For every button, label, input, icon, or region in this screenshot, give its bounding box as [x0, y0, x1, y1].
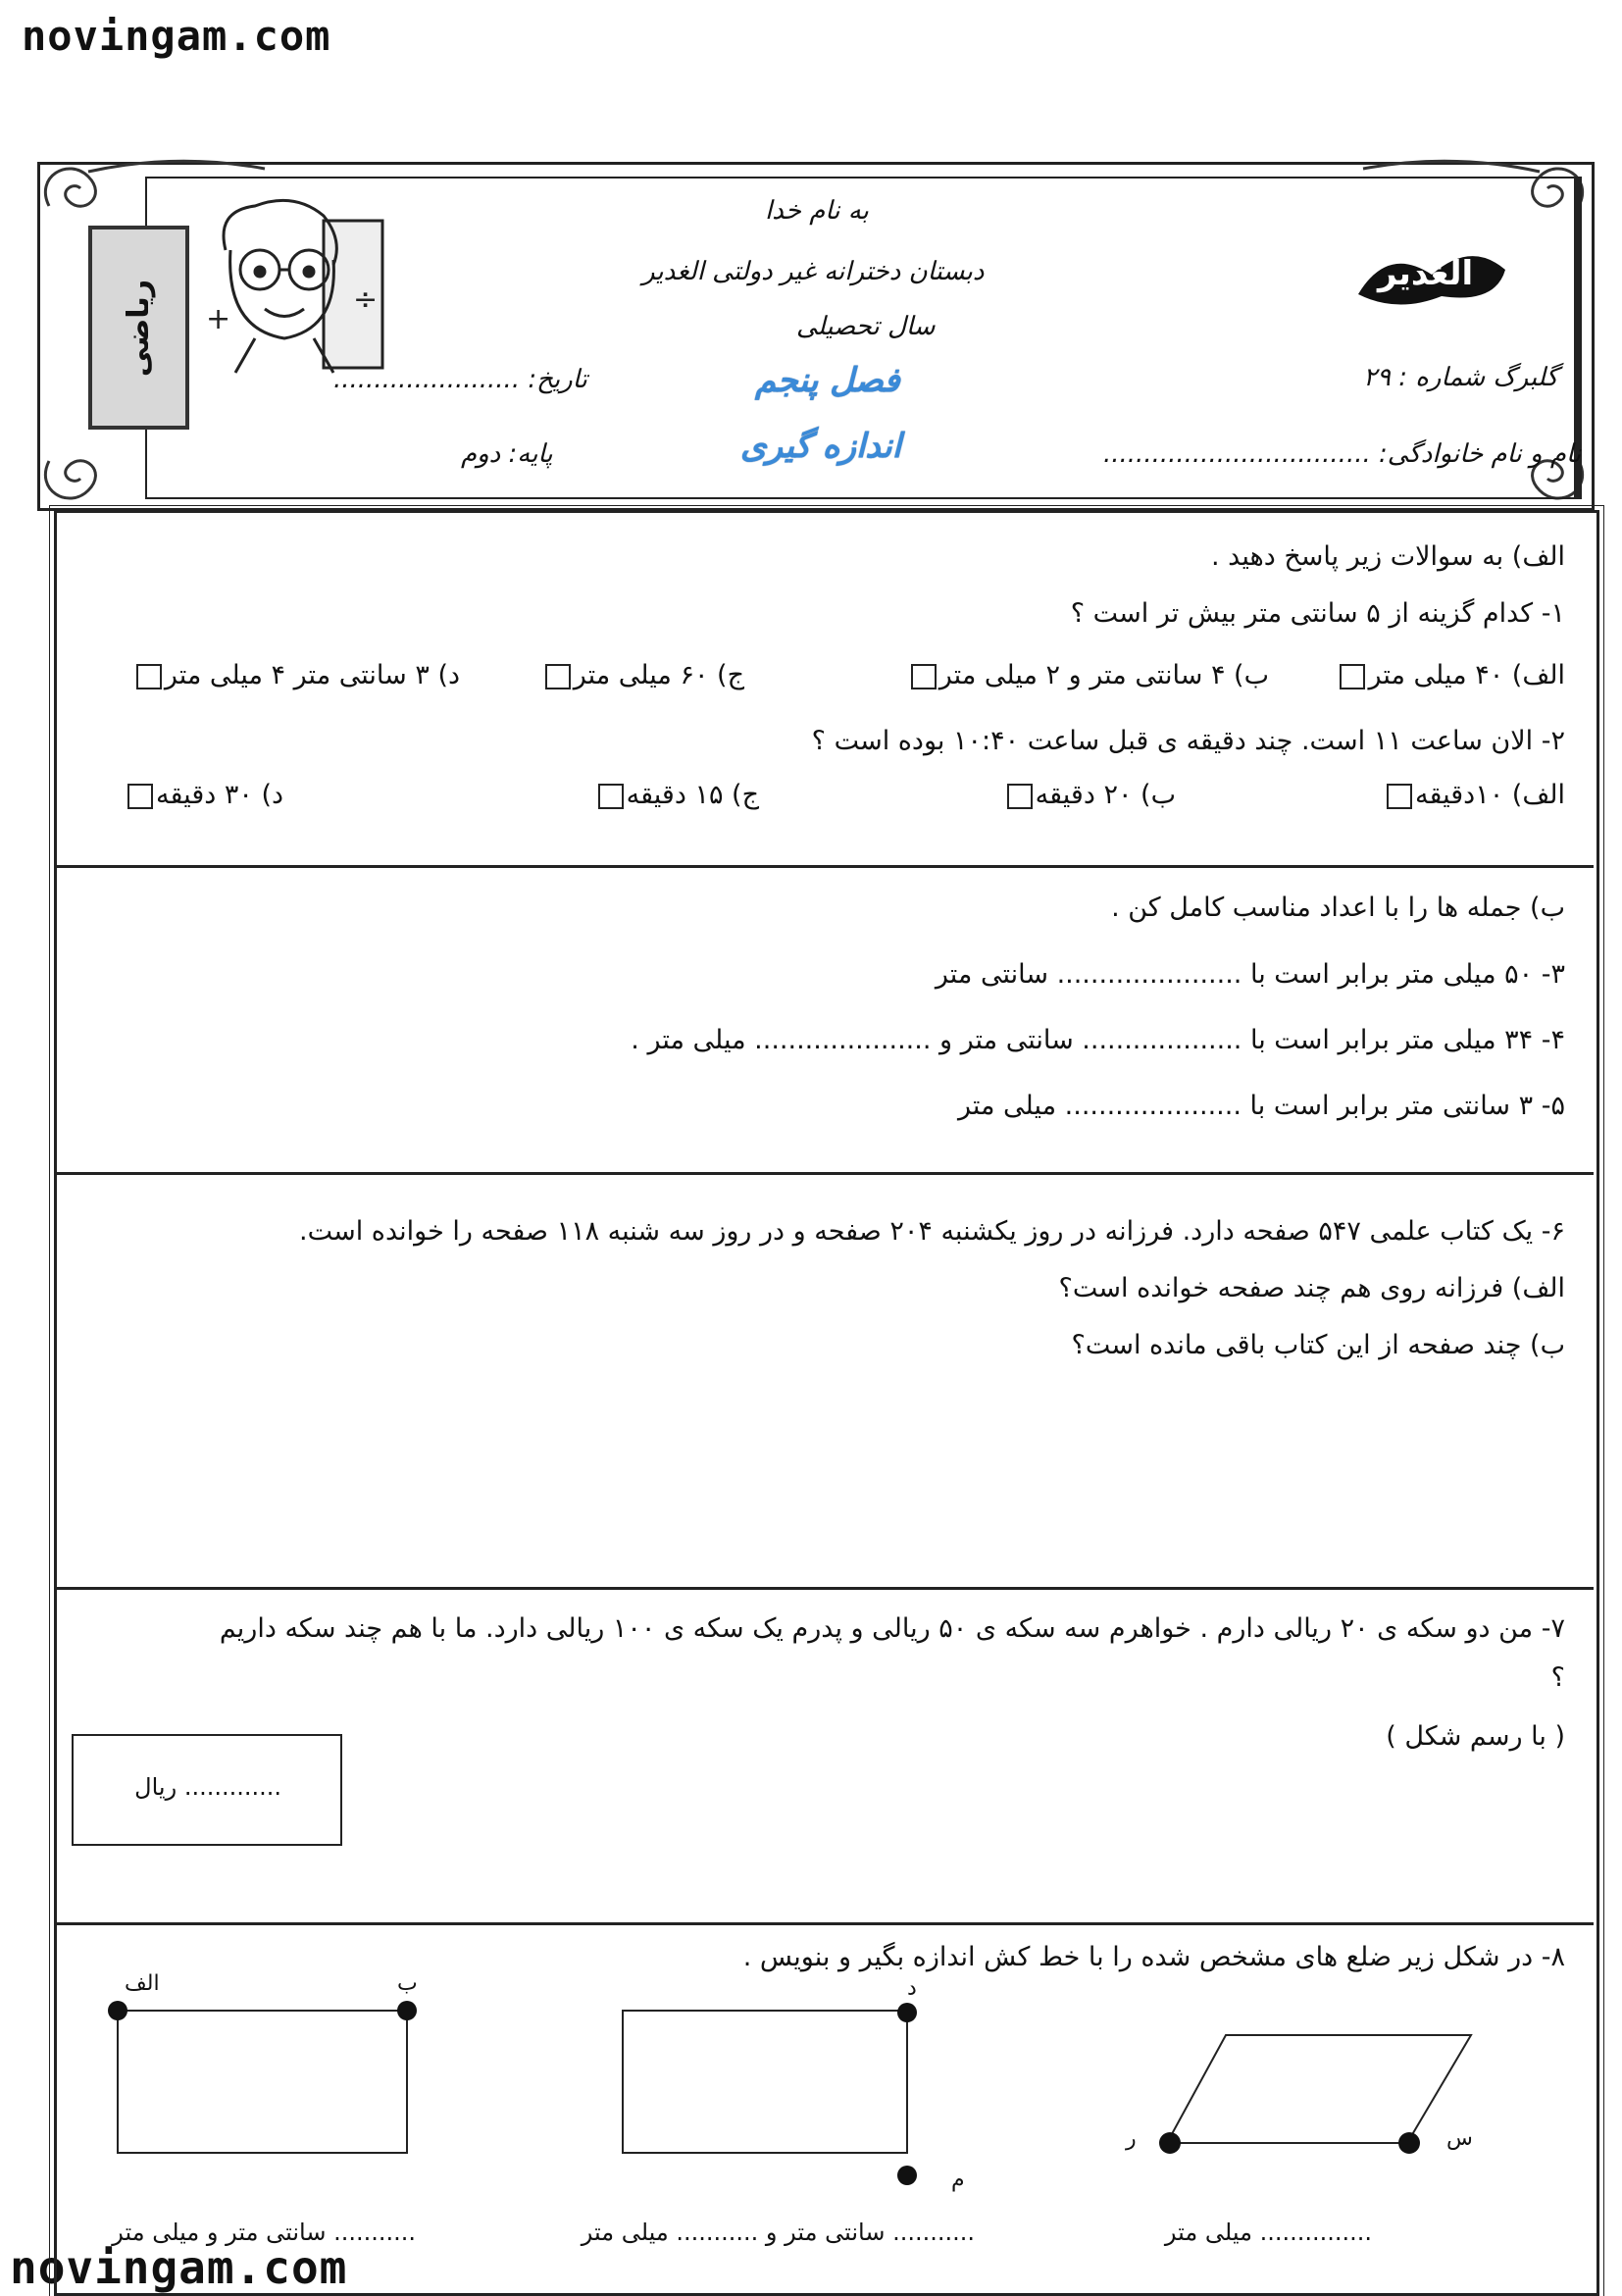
- shape3-label-left: ر: [1126, 2126, 1137, 2151]
- q6-text: ۶- یک کتاب علمی ۵۴۷ صفحه دارد. فرزانه در روز یکشنبه ۲۰۴ صفحه و در روز سه شنبه ۱۱۸ صفحه را خوانده است.: [299, 1216, 1565, 1247]
- academic-year: سال تحصیلی: [796, 312, 936, 341]
- q1-option-b-label: ب) ۴ سانتی متر و ۲ میلی متر: [938, 660, 1269, 690]
- shape2-label-top: د: [907, 1976, 917, 2001]
- shape1-rectangle: [98, 1971, 431, 2177]
- shape2-point-bottom: [897, 2166, 917, 2185]
- subject-label: ریاضی: [122, 279, 157, 377]
- q1-option-a[interactable]: [1337, 660, 1565, 690]
- q2-option-b-label: ب) ۲۰ دقیقه: [1035, 780, 1176, 810]
- q2-option-c-checkbox[interactable]: [598, 784, 624, 809]
- shape1-point-right: [397, 2001, 417, 2020]
- student-name-field: نام و نام خانوادگی: .................................: [1103, 439, 1582, 469]
- q1-option-b-checkbox[interactable]: [911, 664, 937, 689]
- q7-hint: ( با رسم شکل ): [1386, 1721, 1565, 1752]
- shape3-answer[interactable]: ............... میلی متر: [1164, 2219, 1372, 2246]
- shape2-rectangle: [608, 1991, 922, 2197]
- q1-option-d-checkbox[interactable]: [136, 664, 162, 689]
- q2-option-a[interactable]: [1384, 780, 1565, 810]
- shape3-point-left: [1159, 2132, 1181, 2154]
- q1-option-d-label: د) ۳ سانتی متر ۴ میلی متر: [164, 660, 460, 690]
- q1-option-c-label: ج) ۶۰ میلی متر: [573, 660, 744, 690]
- q2-option-c[interactable]: [595, 780, 759, 810]
- subject-label-box: [88, 226, 189, 430]
- q6-part-a: الف) فرزانه روی هم چند صفحه خوانده است؟: [1058, 1273, 1565, 1303]
- shape2-label-bottom: م: [951, 2168, 965, 2192]
- shape1-label-right: ب: [397, 1971, 418, 1996]
- shape3-parallelogram: [1147, 2020, 1491, 2158]
- school-name: دبستان دخترانه غیر دولتی الغدیر: [642, 257, 985, 286]
- q2-option-b-checkbox[interactable]: [1007, 784, 1033, 809]
- q7-text: ۷- من دو سکه ی ۲۰ ریالی دارم . خواهرم سه سکه ی ۵۰ ریالی و پدرم یک سکه ی ۱۰۰ ریالی دارد. ما با هم چند سکه داریم: [219, 1613, 1565, 1644]
- school-logo: [1348, 226, 1515, 314]
- q1-text: ۱- کدام گزینه از ۵ سانتی متر بیش تر است ؟: [1070, 598, 1565, 629]
- q1-option-a-checkbox[interactable]: [1340, 664, 1365, 689]
- q8-text: ۸- در شکل زیر ضلع های مشخص شده را با خط کش اندازه بگیر و بنویس .: [742, 1942, 1565, 1972]
- q2-option-c-label: ج) ۱۵ دقیقه: [626, 780, 759, 810]
- svg-text:+: +: [206, 302, 231, 336]
- section-a-title: الف) به سوالات زیر پاسخ دهید .: [1211, 541, 1565, 572]
- shape1-answer[interactable]: ........... سانتی متر و میلی متر: [112, 2219, 416, 2246]
- shape3-label-right: س: [1446, 2126, 1473, 2151]
- shape2-point-top: [897, 2003, 917, 2022]
- shape3-point-right: [1398, 2132, 1420, 2154]
- q2-option-d-label: د) ۳۰ دقیقه: [156, 780, 283, 810]
- date-field: تاریخ: .......................: [333, 365, 587, 394]
- logo-text: الغدیر: [1378, 254, 1474, 293]
- shape1-point-left: [108, 2001, 127, 2020]
- q2-option-d[interactable]: [125, 780, 283, 810]
- divider-3: [57, 1587, 1594, 1590]
- q2-option-a-label: الف) ۱۰دقیقه: [1414, 780, 1565, 810]
- q2-option-a-checkbox[interactable]: [1387, 784, 1412, 809]
- q1-option-d[interactable]: [133, 660, 460, 690]
- q2-option-b[interactable]: [1004, 780, 1176, 810]
- divider-4: [57, 1922, 1594, 1925]
- q5-text[interactable]: ۵- ۳ سانتی متر برابر است با ..................... میلی متر: [957, 1091, 1565, 1121]
- cartoon-boy-illustration: [196, 191, 392, 378]
- watermark-top: novingam.com: [22, 12, 331, 60]
- bismillah: به نام خدا: [765, 196, 869, 226]
- q7-question-mark: ؟: [1550, 1662, 1565, 1693]
- chapter-title: فصل پنجم: [755, 361, 900, 400]
- grade-label: پایه: دوم: [461, 439, 553, 469]
- q4-text[interactable]: ۴- ۳۴ میلی متر برابر است با ................... سانتی متر و ..................... میلی متر .: [631, 1025, 1565, 1055]
- q7-answer-box[interactable]: [72, 1734, 342, 1846]
- q6-part-b: ب) چند صفحه از این کتاب باقی مانده است؟: [1071, 1330, 1565, 1360]
- sheet-number: گلبرگ شماره : ۲۹: [1363, 363, 1558, 392]
- section-b-title: ب) جمله ها را با اعداد مناسب کامل کن .: [1111, 893, 1565, 923]
- q1-option-a-label: الف) ۴۰ میلی متر: [1368, 660, 1565, 690]
- shape2-answer[interactable]: ........... سانتی متر و ........... میلی متر: [581, 2219, 975, 2246]
- q1-option-c-checkbox[interactable]: [545, 664, 571, 689]
- q7-answer-label: ............. ریال: [134, 1773, 281, 1801]
- topic-title: اندازه گیری: [740, 427, 902, 466]
- q1-option-c[interactable]: [542, 660, 744, 690]
- shape1-label-left: الف: [125, 1971, 160, 1996]
- svg-text:÷: ÷: [353, 282, 379, 317]
- divider-1: [57, 865, 1594, 868]
- watermark-bottom: novingam.com: [10, 2241, 348, 2294]
- divider-2: [57, 1172, 1594, 1175]
- q1-option-b[interactable]: [908, 660, 1269, 690]
- q2-text: ۲- الان ساعت ۱۱ است. چند دقیقه ی قبل ساعت ۱۰:۴۰ بوده است ؟: [811, 726, 1565, 756]
- q2-option-d-checkbox[interactable]: [127, 784, 153, 809]
- q3-text[interactable]: ۳- ۵۰ میلی متر برابر است با ...................... سانتی متر: [935, 959, 1565, 990]
